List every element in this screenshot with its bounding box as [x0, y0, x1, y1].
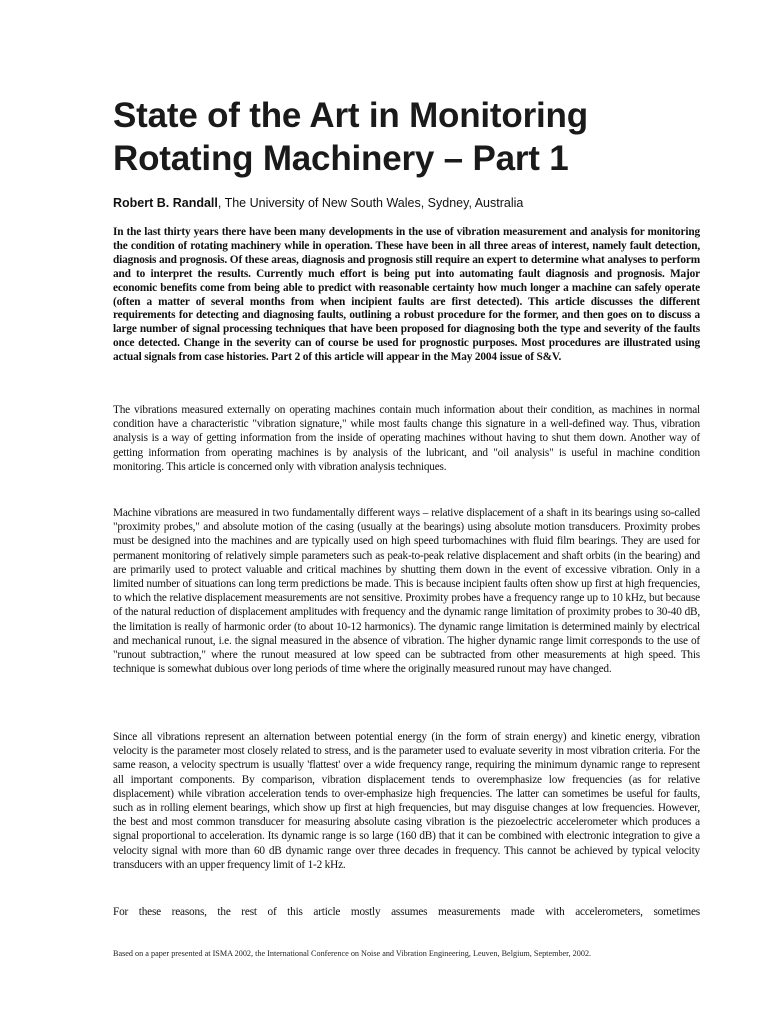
author-name: Robert B. Randall	[113, 196, 218, 210]
body-paragraph-3: Since all vibrations represent an alternation between potential energy (in the form of strain energy) and kinetic energy, vibration velocity is the parameter most closely related to stress, and is the parameter used to evaluate severity in most vibration criteria. For the same reason, a velocity spectrum is usually 'flattest' over a wide frequency range, requiring the minimum dynamic range to represent all important components. By comparison, vibration displacement tends to overemphasize low frequencies (as for relative displacement) while vibration acceleration tends to over-emphasize high frequencies. The latter can sometimes be useful for faults, such as in rolling element bearings, which show up first at high frequencies, but may disguise changes at low frequencies. However, the best and most common transducer for measuring absolute casing vibration is the piezoelectric accelerometer which produces a signal proportional to acceleration. Its dynamic range is so large (160 dB) that it can be combined with electronic integration to give a velocity signal with more than 60 dB dynamic range over three decades in frequency. This cannot be achieved by typical velocity transducers with an upper frequency limit of 1-2 kHz.	[113, 731, 700, 871]
title-line-1: State of the Art in Monitoring	[113, 96, 588, 135]
author-affiliation: , The University of New South Wales, Sydney, Australia	[217, 196, 524, 210]
body-paragraph-2: Machine vibrations are measured in two fundamentally different ways – relative displacement of a shaft in its bearings using so-called "proximity probes," and absolute motion of the casing (usually at the bearings) using absolute motion transducers. Proximity probes must be designed into the machines and are typically used on high speed turbomachines with fluid film bearings. They are used for permanent monitoring of relatively simple parameters such as peak-to-peak relative displacement and shaft orbits (in the bearing) and are primarily used to protect valuable and critical machines by shutting them down in the event of excessive vibration. Only in a limited number of situations can long term predictions be made. This is because incipient faults often show up first at high frequencies, to which the relative displacement measurements are not sensitive. Proximity probes have a frequency range up to 10 kHz, but because of the natural reduction of displacement amplitudes with frequency and the dynamic range limitation of proximity probes to 30-40 dB, the limitation is really of harmonic order (to about 10-12 harmonics). The dynamic range limitation is determined mainly by electrical and mechanical runout, i.e. the signal measured in the absence of vibration. The higher dynamic range limit corresponds to the use of "runout subtraction," where the runout measured at low speed can be subtracted from other measurements at high speed. This technique is somewhat dubious over long periods of time where the originally measured runout may have changed.	[113, 507, 700, 676]
body-paragraph-4: For these reasons, the rest of this article mostly assumes measurements made with accelerometers, sometimes	[113, 906, 700, 918]
title-line-2: Rotating Machinery – Part 1	[113, 139, 569, 178]
byline	[113, 195, 713, 211]
footnote: Based on a paper presented at ISMA 2002, the International Conference on Noise and Vibration Engineering, Leuven, Belgium, September, 2002.	[113, 949, 592, 958]
body-paragraph-1: The vibrations measured externally on operating machines contain much information about their condition, as machines in normal condition have a characteristic "vibration signature," while most faults change this signature in a well-defined way. Thus, vibration analysis is a way of getting information from the inside of operating machines without having to shut them down. Another way of getting information from operating machines is by analysis of the lubricant, and "oil analysis" is useful in machine condition monitoring. This article is concerned only with vibration analysis techniques.	[113, 404, 700, 473]
abstract: In the last thirty years there have been many developments in the use of vibration measurement and analysis for monitoring the condition of rotating machinery while in operation. These have been in all three areas of interest, namely fault detection, diagnosis and prognosis. Of these areas, diagnosis and prognosis still require an expert to determine what analyses to perform and to interpret the results. Currently much effort is being put into automating fault diagnosis and prognosis. Major economic benefits come from being able to predict with reasonable certainty how much longer a machine can safely operate (often a matter of several months from when incipient faults are first detected). This article discusses the different requirements for detecting and diagnosing faults, outlining a robust procedure for the former, and then goes on to discuss a large number of signal processing techniques that have been proposed for diagnosing both the type and severity of the faults once detected. Change in the severity can of course be used for prognostic purposes. Most procedures are illustrated using actual signals from case histories. Part 2 of this article will appear in the May 2004 issue of S&V.	[113, 226, 700, 364]
article-title	[113, 94, 673, 180]
